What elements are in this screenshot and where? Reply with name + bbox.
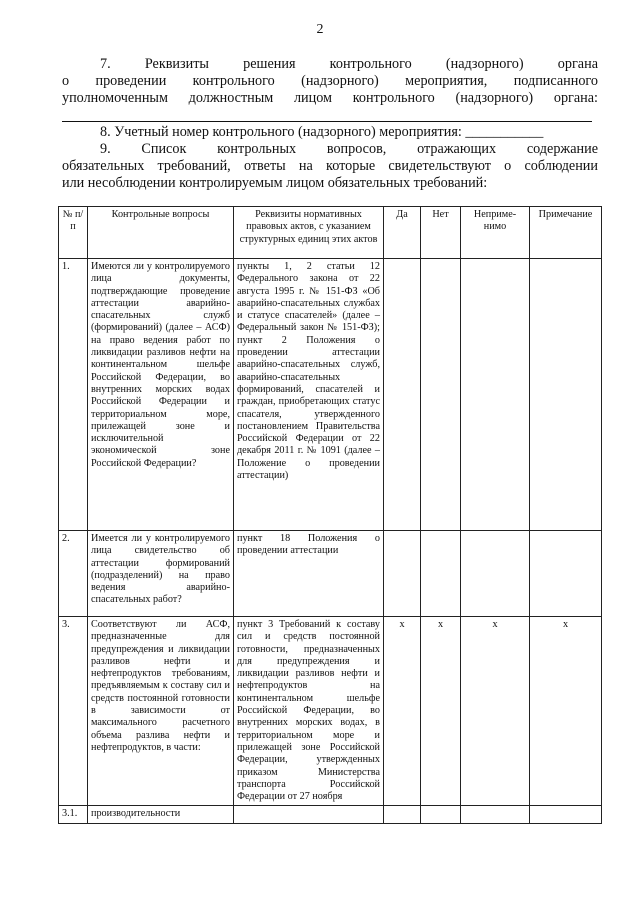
answer-yes-cell[interactable]: x: [384, 617, 421, 806]
answer-yes-cell[interactable]: [384, 806, 421, 823]
item-9-line: или несоблюдении контролируемым лицом обязательных требований:: [62, 175, 488, 191]
item-9-line: 9. Список контрольных вопросов, отражающих содержание: [100, 141, 598, 157]
row-number: 3.1.: [59, 806, 88, 823]
checklist-table: [58, 206, 602, 824]
row-number: 1.: [59, 259, 88, 531]
item-7-line: уполномоченным должностным лицом контрольного (надзорного) органа:: [62, 90, 598, 106]
requisites-cell: пункты 1, 2 статьи 12 Федерального закона от 22 августа 1995 г. № 151-ФЗ «Об аварийно-спасательных службах и статусе спасателей» (далее – Федеральный закон № 151-ФЗ); пункт 2 Положения о проведении аттестации аварийно-спасательных служб, аварийно-спасательных формирований, спасателей и граждан, приобретающих статус спасателя, утвержденного постановлением Правительства Российской Федерации от 22 декабря 2011 г. № 1091 (далее – Положение о проведении аттестации): [234, 259, 384, 531]
note-cell[interactable]: [530, 531, 602, 617]
row-number: 3.: [59, 617, 88, 806]
header-yes: Да: [384, 207, 421, 259]
header-no: Нет: [421, 207, 461, 259]
table-header-row: [59, 207, 602, 259]
requisites-cell: [234, 806, 384, 823]
answer-yes-cell[interactable]: [384, 259, 421, 531]
answer-no-cell[interactable]: [421, 531, 461, 617]
item-7-line: 7. Реквизиты решения контрольного (надзорного) органа: [100, 56, 598, 72]
table-row: [59, 617, 602, 806]
note-cell[interactable]: x: [530, 617, 602, 806]
row-number: 2.: [59, 531, 88, 617]
answer-no-cell[interactable]: x: [421, 617, 461, 806]
note-cell[interactable]: [530, 259, 602, 531]
table-row: [59, 806, 602, 823]
answer-na-cell[interactable]: [461, 531, 530, 617]
question-cell: Имеются ли у контролируемого лица документы, подтверждающие проведение аттестации аварийно-спасательных служб (формирований) (далее – АСФ) на право ведения работ по ликвидации разливов нефти на континентальном шельфе Российской Федерации, во внутренних морских водах Российской Федерации и территориальном море, прилежащей зоне и исключительной экономической зоне Российской Федерации?: [88, 259, 234, 531]
page-number: 2: [316, 22, 324, 37]
table-row: [59, 531, 602, 617]
requisites-cell: пункт 3 Требований к составу сил и средств постоянной готовности, предназначенных для предупреждения и ликвидации разливов нефти и нефтепродуктов на континентальном шельфе Российской Федерации, во внутренних морских водах, в территориальном море и прилежащей зоне Российской Федерации, утвержденных приказом Министерства транспорта Российской Федерации от 27 ноября: [234, 617, 384, 806]
header-num: № п/п: [59, 207, 88, 259]
question-cell: Соответствуют ли АСФ, предназначенные для предупреждения и ликвидации разливов нефти и нефтепродуктов требованиям, предъявляемым к составу сил и средств постоянной готовности в зависимости от максимального расчетного объема разлива нефти и нефтепродуктов, в части:: [88, 617, 234, 806]
answer-na-cell[interactable]: [461, 259, 530, 531]
item-7-paragraph: [62, 56, 598, 107]
item-8-paragraph: [62, 124, 598, 141]
question-cell: Имеется ли у контролируемого лица свидетельство об аттестации формирований (подразделений) на право ведения аварийно-спасательных работ?: [88, 531, 234, 617]
fill-in-line: [62, 121, 592, 122]
header-questions: Контрольные вопросы: [88, 207, 234, 259]
note-cell[interactable]: [530, 806, 602, 823]
answer-na-cell[interactable]: [461, 806, 530, 823]
item-7-line: о проведении контрольного (надзорного) мероприятия, подписанного: [62, 73, 598, 89]
item-9-paragraph: [62, 141, 598, 192]
question-cell: производительности: [88, 806, 234, 823]
table-row: [59, 259, 602, 531]
answer-na-cell[interactable]: x: [461, 617, 530, 806]
answer-no-cell[interactable]: [421, 806, 461, 823]
requisites-cell: пункт 18 Положения о проведении аттестации: [234, 531, 384, 617]
answer-no-cell[interactable]: [421, 259, 461, 531]
item-9-line: обязательных требований, ответы на которые свидетельствуют о соблюдении: [62, 158, 598, 174]
header-requisites: Реквизиты нормативных правовых актов, с указанием структурных единиц этих актов: [234, 207, 384, 259]
answer-yes-cell[interactable]: [384, 531, 421, 617]
item-8-line: 8. Учетный номер контрольного (надзорного) мероприятия: ___________: [100, 124, 544, 140]
header-note: Примечание: [530, 207, 602, 259]
header-not-applicable: Неприме-нимо: [461, 207, 530, 259]
